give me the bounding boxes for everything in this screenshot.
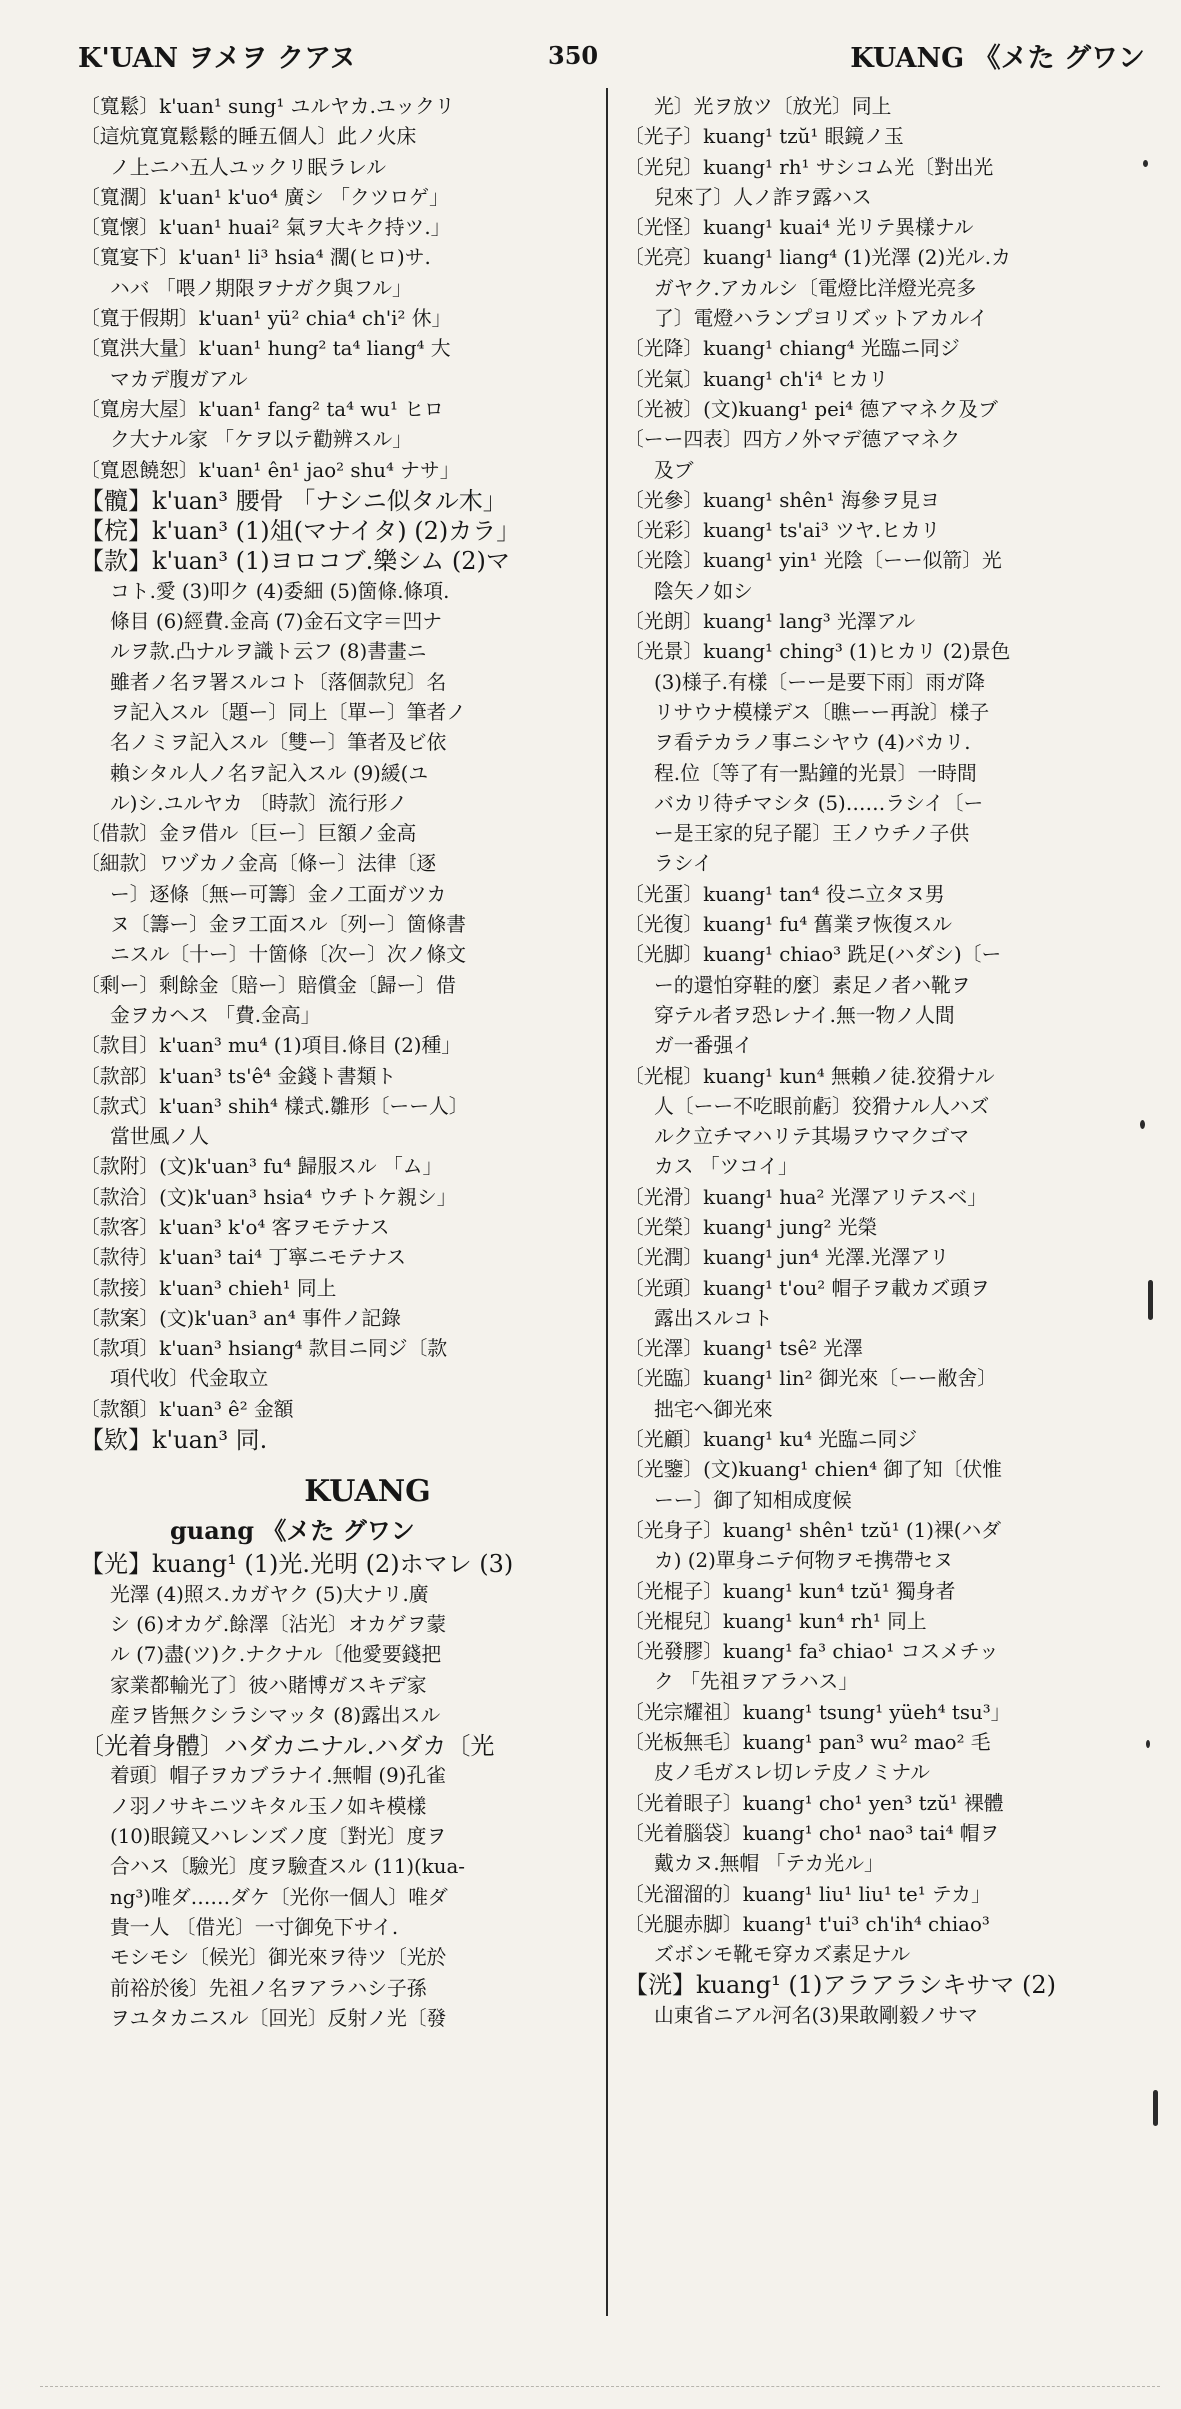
text-line: リサウナ模樣デス〔瞧ーー再說〕樣子: [654, 700, 990, 724]
text-line: (10)眼鏡又ハレンズノ度〔對光〕度ヲ: [110, 1825, 447, 1849]
text-line: ハバ 「喂ノ期限ヲナガク與フル」: [110, 276, 412, 300]
text-line: 〔款洽〕(文)k'uan³ hsia⁴ ウチトケ親シ」: [80, 1185, 457, 1209]
text-line: 〔光顧〕kuang¹ ku⁴ 光臨ニ同ジ: [624, 1428, 918, 1452]
text-line: カ) (2)單身ニテ何物ヲモ携帶セヌ: [654, 1549, 954, 1573]
text-line: ニスル〔十ー〕十箇條〔次ー〕次ノ條文: [110, 943, 467, 967]
text-line: 着頭〕帽子ヲカブラナイ.無帽 (9)孔雀: [110, 1764, 446, 1788]
text-line: 【欵】k'uan³ 同.: [80, 1426, 268, 1455]
text-line: 〔光彩〕kuang¹ ts'ai³ ツヤ.ヒカリ: [624, 519, 941, 543]
text-line: 〔光潤〕kuang¹ jun⁴ 光澤.光澤アリ: [624, 1246, 950, 1270]
text-line: シ (6)オカゲ.餘澤〔沾光〕オカゲヲ蒙: [110, 1612, 447, 1636]
text-line: 兒來了〕人ノ詐ヲ露ハス: [654, 185, 872, 209]
text-line: 〔光怪〕kuang¹ kuai⁴ 光リテ異樣ナル: [624, 216, 974, 240]
text-line: ヲ看テカラノ事ニシヤウ (4)バカリ.: [654, 731, 971, 755]
text-line: 〔款接〕k'uan³ chieh¹ 同上: [80, 1276, 337, 1300]
text-line: 穿テル者ヲ恐レナイ.無一物ノ人間: [654, 1003, 955, 1027]
text-line: 〔光蛋〕kuang¹ tan⁴ 役ニ立タヌ男: [624, 882, 945, 906]
text-line: 〔光參〕kuang¹ shên¹ 海參ヲ見ヨ: [624, 488, 940, 512]
text-line: 〔款附〕(文)k'uan³ fu⁴ 歸服スル 「ム」: [80, 1155, 443, 1179]
text-line: 〔光板無毛〕kuang¹ pan³ wu² mao² 毛: [624, 1731, 991, 1755]
text-line: ガ一番强イ: [654, 1034, 753, 1058]
text-line: 〔光被〕(文)kuang¹ pei⁴ 德アマネク及ブ: [624, 397, 998, 421]
text-line: 〔款案〕(文)k'uan³ an⁴ 事件ノ記錄: [80, 1306, 401, 1330]
text-line: 〔光棍〕kuang¹ kun⁴ 無賴ノ徒.狡猾ナル: [624, 1064, 995, 1088]
text-line: 〔光朗〕kuang¹ lang³ 光澤アル: [624, 610, 916, 634]
text-line: ーー〕御了知相成度候: [654, 1488, 852, 1512]
text-line: 名ノミヲ記入スル〔雙ー〕筆者及ビ依: [110, 731, 447, 755]
text-line: 前裕於後〕先祖ノ名ヲアラハシ子孫: [110, 1976, 427, 2000]
text-line: (3)様子.有樣〔ーー是要下雨〕雨ガ降: [654, 670, 986, 694]
text-line: 【洸】kuang¹ (1)アラアラシキサマ (2): [624, 1971, 1056, 2000]
text-line: バカリ待チマシタ (5)……ラシイ〔ー: [654, 791, 984, 815]
text-line: ク大ナル家 「ケヲ以テ勸辨スル」: [110, 428, 413, 452]
scan-speck: [1153, 2090, 1158, 2126]
text-line: 〔光滑〕kuang¹ hua² 光澤アリテスベ」: [624, 1185, 988, 1209]
text-line: 山東省ニアル河名(3)果敢剛毅ノサマ: [654, 2003, 978, 2027]
text-line: 〔光鑒〕(文)kuang¹ chien⁴ 御了知〔伏惟: [624, 1458, 1002, 1482]
text-line: ル)シ.ユルヤカ 〔時款〕流行形ノ: [110, 791, 408, 815]
text-line: 〔光亮〕kuang¹ liang⁴ (1)光澤 (2)光ル.カ: [624, 246, 1011, 270]
text-line: 〔光氣〕kuang¹ ch'i⁴ ヒカリ: [624, 367, 889, 391]
text-line: カス 「ツコイ」: [654, 1155, 798, 1179]
text-line: ク 「先祖ヲアラハス」: [654, 1670, 859, 1694]
text-line: 〔細款〕ワヅカノ金高〔條ー〕法律〔逐: [80, 852, 437, 876]
text-line: 〔款待〕k'uan³ tai⁴ 丁寧ニモテナス: [80, 1246, 407, 1270]
text-line: 光〕光ヲ放ツ〔放光〕同上: [654, 95, 892, 118]
text-line: 〔光復〕kuang¹ fu⁴ 舊業ヲ恢復スル: [624, 913, 953, 937]
text-line: 當世風ノ人: [110, 1125, 209, 1149]
text-line: ヲユタカニスル〔回光〕反射ノ光〔發: [110, 2006, 447, 2030]
text-line: 〔寬房大屋〕k'uan¹ fang² ta⁴ wu¹ ヒロ: [80, 397, 444, 421]
text-line: 〔這炕寬寬鬆鬆的睡五個人〕此ノ火床: [80, 125, 417, 149]
text-line: 家業都輸光了〕彼ハ賭博ガスキデ家: [110, 1673, 427, 1697]
text-line: 【梡】k'uan³ (1)俎(マナイタ) (2)カラ」: [80, 517, 521, 546]
text-line: ー是王家的兒子罷〕王ノウチノ子供: [654, 822, 970, 846]
text-line: 皮ノ毛ガスレ切レテ皮ノミナル: [654, 1761, 930, 1785]
text-line: 露出スルコト: [654, 1306, 773, 1330]
bottom-margin-line: [40, 2386, 1160, 2388]
text-line: 〔光腿赤脚〕kuang¹ t'ui³ ch'ih⁴ chiao³: [624, 1912, 990, 1936]
text-line: 〔借款〕金ヲ借ル〔巨ー〕巨額ノ金高: [80, 822, 417, 846]
text-line: ヲ記入スル〔題ー〕同上〔單ー〕筆者ノ: [110, 700, 467, 724]
text-line: 〔款目〕k'uan³ mu⁴ (1)項目.條目 (2)種」: [80, 1034, 462, 1058]
text-line: 貴一人 〔借光〕一寸御免下サイ.: [110, 1915, 399, 1939]
text-line: マカデ腹ガアル: [110, 367, 248, 391]
text-line: 〔款式〕k'uan³ shih⁴ 樣式.雛形〔ーー人〕: [80, 1094, 469, 1118]
text-line: 〔光子〕kuang¹ tzŭ¹ 眼鏡ノ玉: [624, 125, 904, 149]
right-column: [624, 92, 1136, 2031]
text-line: 〔光溜溜的〕kuang¹ liu¹ liu¹ te¹ テカ」: [624, 1882, 991, 1906]
text-line: 拙宅へ御光來: [654, 1397, 773, 1421]
text-line: 〔光宗耀祖〕kuang¹ tsung¹ yüeh⁴ tsu³」: [624, 1700, 1011, 1724]
text-line: 雖者ノ名ヲ署スルコト〔落個款兒〕名: [110, 670, 447, 694]
text-line: 〔光兒〕kuang¹ rh¹ サシコム光〔對出光: [624, 155, 994, 179]
text-line: 〔寬懷〕k'uan¹ huai² 氣ヲ大キク持ツ.」: [80, 216, 451, 240]
section-subheading: guang 《メた グワン: [170, 1516, 415, 1546]
text-line: ー的還怕穿鞋的麼〕素足ノ者ハ靴ヲ: [654, 973, 971, 997]
text-line: 〔光脚〕kuang¹ chiao³ 跣足(ハダシ)〔ー: [624, 943, 1002, 967]
text-line: 了〕電燈ハランプヨリズットアカルイ: [654, 307, 988, 331]
text-line: ヌ〔籌ー〕金ヲ工面スル〔列ー〕箇條書: [110, 913, 467, 937]
text-line: 〔寬宴下〕k'uan¹ li³ hsia⁴ 濶(ヒロ)サ.: [80, 246, 431, 270]
text-line: 〔光頭〕kuang¹ t'ou² 帽子ヲ載カズ頭ヲ: [624, 1276, 990, 1300]
scan-speck: [1143, 160, 1148, 167]
text-line: 〔光發膠〕kuang¹ fa³ chiao¹ コスメチッ: [624, 1640, 999, 1664]
text-line: ズボンモ靴モ穿カズ素足ナル: [654, 1943, 911, 1967]
text-line: 戴カヌ.無帽 「テカ光ル」: [654, 1852, 884, 1876]
text-line: 〔寬洪大量〕k'uan¹ hung² ta⁴ liang⁴ 大: [80, 337, 451, 361]
text-line: 人〔ーー不吃眼前虧〕狡猾ナル人ハズ: [654, 1094, 990, 1118]
text-line: 産ヲ皆無クシラシマッタ (8)露出スル: [110, 1703, 441, 1727]
text-line: 合ハス〔驗光〕度ヲ驗査スル (11)(kua-: [110, 1855, 465, 1879]
scan-speck: [1140, 1120, 1145, 1129]
text-line: ー〕逐條〔無ー可籌〕金ノ工面ガツカ: [110, 882, 447, 906]
text-line: 項代收〕代金取立: [110, 1367, 269, 1391]
text-line: 〔寬于假期〕k'uan¹ yü² chia⁴ ch'i² 休」: [80, 307, 452, 331]
text-line: 〔光着眼子〕kuang¹ cho¹ yen³ tzŭ¹ 裸體: [624, 1791, 1004, 1815]
text-line: 〔光降〕kuang¹ chiang⁴ 光臨ニ同ジ: [624, 337, 960, 361]
text-line: 【髖】k'uan³ 腰骨 「ナシニ似タル木」: [80, 486, 507, 515]
text-line: ng³)唯ダ……ダケ〔光你一個人〕唯ダ: [110, 1885, 448, 1909]
text-line: 條目 (6)經費.金高 (7)金石文字＝凹ナ: [110, 610, 443, 634]
text-line: 〔光棍兒〕kuang¹ kun⁴ rh¹ 同上: [624, 1609, 927, 1633]
header-left-title: K'UAN ヲメヲ クアヌ: [78, 42, 357, 74]
text-line: 〔光陰〕kuang¹ yin¹ 光陰〔ーー似箭〕光: [624, 549, 1002, 573]
page-header: [78, 30, 1145, 80]
text-line: 光澤 (4)照ス.カガヤク (5)大ナリ.廣: [110, 1582, 429, 1606]
text-line: ルク立チマハリテ其場ヲウマクゴマ: [654, 1125, 970, 1149]
text-line: コト.愛 (3)叩ク (4)委細 (5)箇條.條項.: [110, 579, 450, 603]
text-line: 〔光棍子〕kuang¹ kun⁴ tzŭ¹ 獨身者: [624, 1579, 956, 1603]
text-line: 〔款項〕k'uan³ hsiang⁴ 款目ニ同ジ〔款: [80, 1337, 448, 1361]
text-line: 〔ーー四表〕四方ノ外マデ德アマネク: [624, 428, 961, 452]
left-column: [80, 92, 585, 2034]
text-line: 及ブ: [654, 458, 694, 482]
text-line: 〔光景〕kuang¹ ching³ (1)ヒカリ (2)景色: [624, 640, 1011, 664]
text-line: 〔款客〕k'uan³ k'o⁴ 客ヲモテナス: [80, 1215, 390, 1239]
text-line: 〔剩ー〕剩餘金〔賠ー〕賠償金〔歸ー〕借: [80, 973, 456, 997]
column-divider: [606, 88, 608, 2316]
text-line: 〔款部〕k'uan³ ts'ê⁴ 金錢ト書類ト: [80, 1064, 397, 1088]
text-line: ノ上ニハ五人ユックリ眠ラレル: [110, 155, 387, 179]
text-line: 〔光身子〕kuang¹ shên¹ tzŭ¹ (1)裸(ハダ: [624, 1518, 1002, 1542]
text-line: 〔寬濶〕k'uan¹ k'uo⁴ 廣シ 「クツロゲ」: [80, 185, 449, 209]
text-line: 〔光榮〕kuang¹ jung² 光榮: [624, 1215, 878, 1239]
text-line: 【款】k'uan³ (1)ヨロコブ.樂シム (2)マ: [80, 547, 510, 576]
text-line: 賴シタル人ノ名ヲ記入スル (9)緩(ユ: [110, 761, 429, 785]
section-heading: KUANG: [304, 1474, 431, 1510]
text-line: ラシイ: [654, 852, 713, 876]
page-number: 350: [548, 40, 599, 70]
header-right-title: KUANG 《メた グワン: [850, 42, 1145, 74]
text-line: 金ヲカヘス 「費.金高」: [110, 1003, 321, 1027]
text-line: ルヲ款.凸ナルヲ識ト云フ (8)書畫ニ: [110, 640, 427, 664]
text-line: モシモシ〔候光〕御光來ヲ待ツ〔光於: [110, 1946, 447, 1970]
text-line: 〔光澤〕kuang¹ tsê² 光澤: [624, 1337, 863, 1361]
text-line: 〔寬鬆〕k'uan¹ sung¹ ユルヤカ.ユックリ: [80, 95, 455, 118]
text-line: 〔光臨〕kuang¹ lin² 御光來〔ーー敝舍〕: [624, 1367, 997, 1391]
spacer: [80, 1455, 585, 1471]
text-line: 〔光着腦袋〕kuang¹ cho¹ nao³ tai⁴ 帽ヲ: [624, 1821, 1000, 1845]
text-line: ル (7)盡(ツ)ク.ナクナル〔他愛要錢把: [110, 1643, 442, 1667]
text-line: 〔光着身體〕ハダカニナル.ハダカ〔光: [80, 1732, 495, 1761]
text-line: ガヤク.アカルシ〔電燈比洋燈光亮多: [654, 276, 977, 300]
text-line: 【光】kuang¹ (1)光.光明 (2)ホマレ (3): [80, 1550, 514, 1579]
text-line: 〔寬恩饒恕〕k'uan¹ ên¹ jao² shu⁴ ナサ」: [80, 458, 460, 482]
scan-speck: [1148, 1280, 1153, 1320]
text-line: 陰矢ノ如シ: [654, 579, 753, 603]
text-line: 程.位〔等了有一點鐘的光景〕一時間: [654, 761, 977, 785]
text-line: 〔款額〕k'uan³ ê² 金額: [80, 1397, 294, 1421]
scan-speck: [1146, 1740, 1150, 1748]
text-line: ノ羽ノサキニツキタル玉ノ如キ模樣: [110, 1794, 427, 1818]
